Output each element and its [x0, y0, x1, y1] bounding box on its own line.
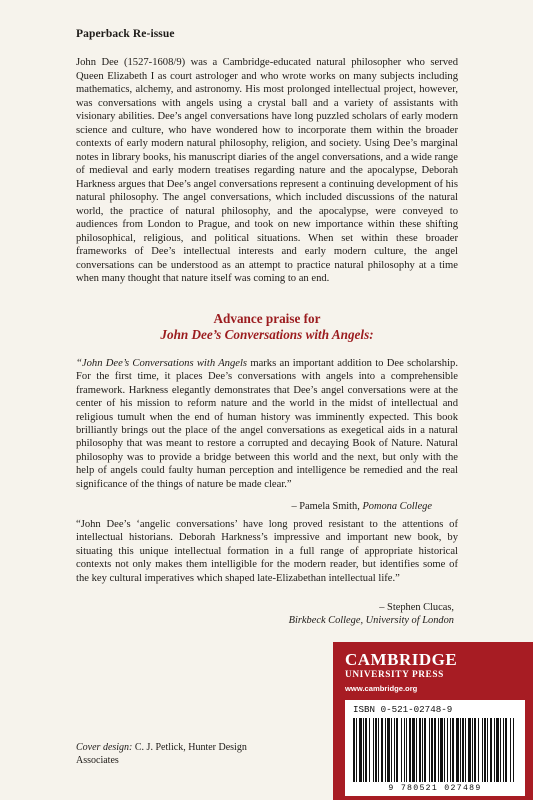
praise-heading-text: Advance praise for — [213, 311, 321, 326]
credit-text: C. J. Petlick, Hunter Design Associates — [76, 742, 247, 766]
attribution-author: – Stephen Clucas, — [379, 602, 454, 613]
quote-body: marks an important addition to Dee scholarship. For the first time, it places Dee’s conversations with angels into a comprehensible framework. Harkness elegantly demonstrates that Dee’s angel conversations were at the center of his mission to reform nature and the world in the midst of intellectual and religious tumult when the end of human history was imminently expected. This book brilliantly brings out the place of the angel conversations as exegetical aids in a natural philosophy that was meant to restore a corrupted and decaying Book of Nature. Natural philosophy was to provide a bridge between this world and the next, but only with the help of angels could faulty human perception and intelligence be remedied and the real significance of the things of nature be made clear.” — [76, 358, 458, 490]
publisher-name: CAMBRIDGE — [345, 650, 458, 669]
isbn-text: ISBN 0-521-02748-9 — [353, 704, 453, 715]
publisher-url[interactable]: www.cambridge.org — [345, 684, 418, 693]
attribution-author: – Pamela Smith, — [291, 501, 363, 512]
publisher-press: UNIVERSITY PRESS — [345, 670, 444, 680]
praise-quote-smith — [76, 357, 458, 491]
barcode-panel — [345, 700, 525, 796]
cover-design-credit — [76, 741, 276, 767]
quote-title-phrase: “John Dee’s Conversations with Angels — [76, 358, 248, 369]
praise-book-title: John Dee’s Conversations with Angels: — [160, 327, 374, 342]
attribution-institution: Birkbeck College, University of London — [288, 615, 454, 626]
book-summary: John Dee (1527-1608/9) was a Cambridge-educated natural philosopher who served Queen Elizabeth I as court astrologer and who wrote works on many subjects including mathematics, alchemy, and astronomy. His most prolonged intellectual project, however, was conversations with angels using a crystal ball and a variety of assistants with visionary abilities. Dee’s angel conversations have long puzzled scholars of early modern science and culture, who have wondered how to incorporate them within the broader contexts of early modern natural philosophy, religion, and society. Using Dee’s marginal notes in library books, his manuscript diaries of the angel conversations, and a wide range of medieval and early modern treatises regarding nature and the apocalypse, Deborah Harkness argues that Dee’s angel conversations represent a continuing development of his natural philosophy. The angel conversations, which included discussions of the natural world, the practice of natural philosophy, and the apocalypse, were conveyed to audiences from London to Prague, and took on new importance within these shifting philosophical, religious, and political situations. When set within these broader frameworks of Dee’s intellectual interests and early modern culture, the angel conversations can be understood as an attempt to practice natural philosophy at a time when many thought that nature itself was coming to an end. — [76, 57, 458, 284]
credit-label: Cover design: — [76, 742, 133, 753]
reissue-label: Paperback Re-issue — [76, 28, 175, 40]
praise-heading — [76, 311, 458, 343]
attribution-smith — [76, 500, 458, 513]
barcode-icon — [351, 718, 519, 782]
attribution-institution: Pomona College — [362, 501, 432, 512]
ean-digits: 9 780521 027489 — [388, 784, 482, 793]
publisher-block — [333, 642, 533, 800]
praise-quote-clucas: “John Dee’s ‘angelic conversations’ have long proved resistant to the attentions of intellectual historians. Deborah Harkness’s impressive and important new book, by situating this unique intellectual formation in a full range of appropriate historical contexts not only makes them intelligible for the modern reader, but identifies some of the key cultural imperatives which shaped late-Elizabethan intellectual life.” — [76, 519, 458, 584]
attribution-clucas — [76, 601, 458, 627]
